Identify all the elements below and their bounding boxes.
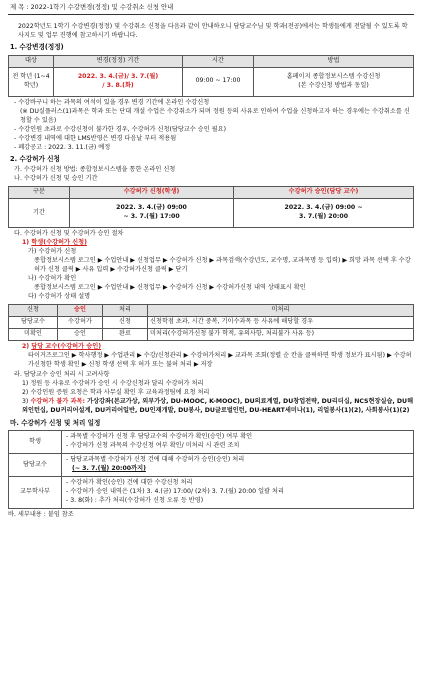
schedule-heading: 마. 수강허가 신청 및 처리 일정 [10, 418, 101, 427]
time-cell: 09:00 ~ 17:00 [183, 67, 254, 96]
table-cell: 미처리(수강허가신청 불가 학적, 유의사항, 처리불가 사유 등) [148, 329, 414, 341]
table-row [9, 67, 414, 96]
table-cell: 수강허가 [58, 317, 103, 329]
step1-na-text: 종합정보시스템 로그인 ▶ 수업안내 ▶ 신청업무 ▶ 수강허가 신청 ▶ 수강허가신청 내역 상태표시 확인 [34, 284, 306, 292]
table-cell: 신청학점 초과, 시간 중복, 기이수과목 등 사유에 해당할 경우 [148, 317, 414, 329]
step1-na-label: 나) 수강허가 확인 [28, 275, 77, 283]
table-header-cell: 방법 [254, 55, 414, 67]
schedule-table [8, 55, 414, 97]
table-header-row [9, 55, 414, 67]
schedule-line: - 수강허가 승인 내역은 (1차) 3. 4.(금) 17:00/ (2차) 3. 7.(월) 20:00 일괄 처리 [66, 488, 284, 496]
table-header-cell: 신청 [9, 305, 58, 317]
schedule-line: - 과목별 수강허가 신청 후 담당교수의 수강허가 확인(승인) 여부 확인 [66, 433, 253, 441]
step1-prefix: 1) [22, 239, 32, 247]
consideration-item: 2) 수강인원 증원 요청은 학과 사무실 확인 후 교육과정팀에 요청 처리 [22, 388, 210, 396]
section2-heading: 2. 수강허가 신청 [10, 154, 60, 163]
footer-note: 바. 세부내용 : 붙임 참조 [8, 511, 74, 519]
table-row [9, 199, 414, 228]
schedule-line: - 수강허가 신청 과목의 수강신청 여부 확인/ 미처리 시 관련 조치 [66, 442, 240, 450]
procedure-heading: 다. 수강허가 신청 및 수강허가 승인 절차 [14, 230, 124, 238]
table-cell: 승인 [58, 329, 103, 341]
row-content-cell [62, 431, 414, 454]
step1-da-label: 다) 수강허가 상태 설명 [28, 293, 91, 301]
table-header-cell: 구분 [9, 187, 70, 199]
table-cell: 담당교수 [9, 317, 58, 329]
method-line-1: 홈페이지 종합정보시스템 수강신청 [286, 72, 381, 80]
schedule-deadline: (~ 3. 7.(월) 20:00까지) [72, 465, 146, 473]
table-header-row [9, 305, 414, 317]
table-header-cell: 변경(정정) 기간 [54, 55, 183, 67]
processing-schedule-table [8, 430, 414, 509]
step1-ga-text: 종합정보시스템 로그인 ▶ 수업안내 ▶ 신청업무 ▶ 수강허가 신청 ▶ 과목검색(수강년도, 교수명, 교과목명 등 입력) ▶ 희망 과목 선택 후 수강허가 신청 클릭 ▶ 사유 입력 ▶ 수강허가신청 클릭 ▶ 닫기 [34, 257, 411, 274]
apply-period-cell [70, 199, 234, 228]
step2-label: 담당 교수(수강허가 승인) [31, 343, 102, 351]
row-label-cell: 교무학사부 [9, 477, 62, 509]
apply-period-label: 나. 수강허가 신청 및 승인 기간 [14, 175, 98, 183]
document-title: 제 목 : 2022-1학기 수강변경(정정) 및 수강취소 신청 안내 [8, 3, 414, 15]
schedule-line: - 3. 8(화) : 추가 처리(수강허가 신청 오류 등 반영) [66, 497, 204, 505]
table-header-cell: 시간 [183, 55, 254, 67]
excluded-prefix: 3) [22, 397, 31, 405]
table-row [9, 477, 414, 509]
table-header-cell: 미처리 [148, 305, 414, 317]
apply-line-1: 2022. 3. 4.(금) 09:00 [116, 204, 187, 212]
row-label-cell: 담당교수 [9, 454, 62, 477]
section1-notes [8, 99, 414, 153]
schedule-line: - 담당교과목별 수강허가 신청 건에 대해 수강허가 승인(승인) 처리 [66, 456, 245, 464]
approve-line-1: 2022. 3. 4.(금) 09:00 ~ [284, 204, 363, 212]
note-line: - 수강변경 내역에 대한 LMS반영은 변경 다음날 부터 적용됨 [14, 134, 177, 142]
table-header-row [9, 187, 414, 199]
period-line-2: / 3. 8.(화) [102, 81, 134, 89]
row-content-cell [62, 454, 414, 477]
table-header-cell: 수강허가 승인(담당 교수) [234, 187, 414, 199]
table-cell: 신청 [103, 317, 148, 329]
table-cell: 완료 [103, 329, 148, 341]
status-table [8, 304, 414, 341]
notice-document [8, 0, 414, 520]
excluded-label: 수강허가 불가 과목: [30, 397, 85, 405]
row-label-cell: 학생 [9, 431, 62, 454]
note-line: - 수강인원 초과로 수강신청이 불가한 경우, 수강허가 신청(담당교수 승인 필요) [14, 125, 227, 133]
step2-text: 타이거즈로그인 ▶ 학사행정 ▶ 수업관리 ▶ 수강/신청관리 ▶ 수강허가처리 ▶ 교과목 조회(정렬 순 칸을 클릭하면 학생 정보가 표시됨) ▶ 수강허가신청한 학생 확인 ▶ 신청 학생 선택 후 허가 또는 불허 처리 ▶ 저장 [28, 352, 412, 369]
table-header-cell: 수강허가 신청(학생) [70, 187, 234, 199]
step1-ga-label: 가) 수강허가 신청 [28, 248, 77, 256]
table-row [9, 454, 414, 477]
method-cell [254, 67, 414, 96]
considerations-heading: 라. 담당교수 승인 처리 시 고려사항 [14, 371, 110, 379]
table-header-cell: 대상 [9, 55, 54, 67]
row-content-cell [62, 477, 414, 509]
apply-line-2: ~ 3. 7.(월) 17:00 [123, 213, 180, 221]
permission-period-table [8, 186, 414, 228]
note-line: (※ DU실플러스(1)과목은 학과 또는 단대 개설 수업은 수강취소가 되며 정원 등의 사유로 인하여 수업을 신청하고자 하는 경우에는 수강취소를 신청할 수 있음) [20, 107, 410, 124]
section1-heading: 1. 수강변경(정정) [10, 43, 64, 52]
schedule-line: - 수강허가 확인(승인) 건에 대한 수강신청 처리 [66, 479, 193, 487]
table-cell: 미확인 [9, 329, 58, 341]
intro-paragraph: 2022학년도 1학기 수강변경(정정) 및 수강취소 신청을 다음과 같이 안내하오니 담당교수님 및 학과(전공)에서는 학생들에게 전달될 수 있도록 학사지도 및 업무 진행에 참고하시기 바랍니다. [18, 23, 408, 40]
excluded-courses [8, 398, 414, 416]
step1-heading [8, 239, 414, 248]
step2-heading [8, 343, 414, 352]
period-line-1: 2022. 3. 4.(금)/ 3. 7.(월) [77, 72, 159, 80]
table-header-cell: 승인 [58, 305, 103, 317]
table-header-cell: 처리 [103, 305, 148, 317]
approve-line-2: 3. 7.(월) 20:00 [299, 213, 348, 221]
method-line-2: (본 수강신청 방법과 동일) [298, 81, 369, 89]
target-cell: 전 학년 (1~4학년) [9, 67, 54, 96]
row-label-cell: 기간 [9, 199, 70, 228]
period-cell [54, 67, 183, 96]
apply-method: 가. 수강허가 신청 방법: 종합정보시스템을 통한 온라인 신청 [14, 166, 176, 174]
step1-label: 학생(수강허가 신청) [31, 239, 87, 247]
note-line: - 폐강공고 : 2022. 3. 11.(금) 예정 [14, 143, 111, 151]
excluded-list: 가상강좌(본교가상, 외부가상, DU-MOOC, K-MOOC), DU의료계열, DU창업전략, DU리더십, NCS현장실습, DU해외인턴십, DU커리어설계, DU커리어일반, DU인재개발, DU봉사, DU글로벌인턴, DU-HEART세미나(1), 리얼봉사(1)(2), 사회봉사(1)(2) [22, 397, 414, 414]
note-line: - 수강바구니 하는 과목의 여석이 있을 경우 변경 기간에 온라인 수강신청 [14, 98, 210, 106]
table-row [9, 431, 414, 454]
approve-period-cell [234, 199, 414, 228]
table-row [9, 317, 414, 329]
step2-prefix: 2) [22, 343, 32, 351]
table-row [9, 329, 414, 341]
consideration-item: 1) 정원 등 사유로 수강허가 승인 시 수강신청과 달리 수강허가 처리 [22, 380, 204, 387]
